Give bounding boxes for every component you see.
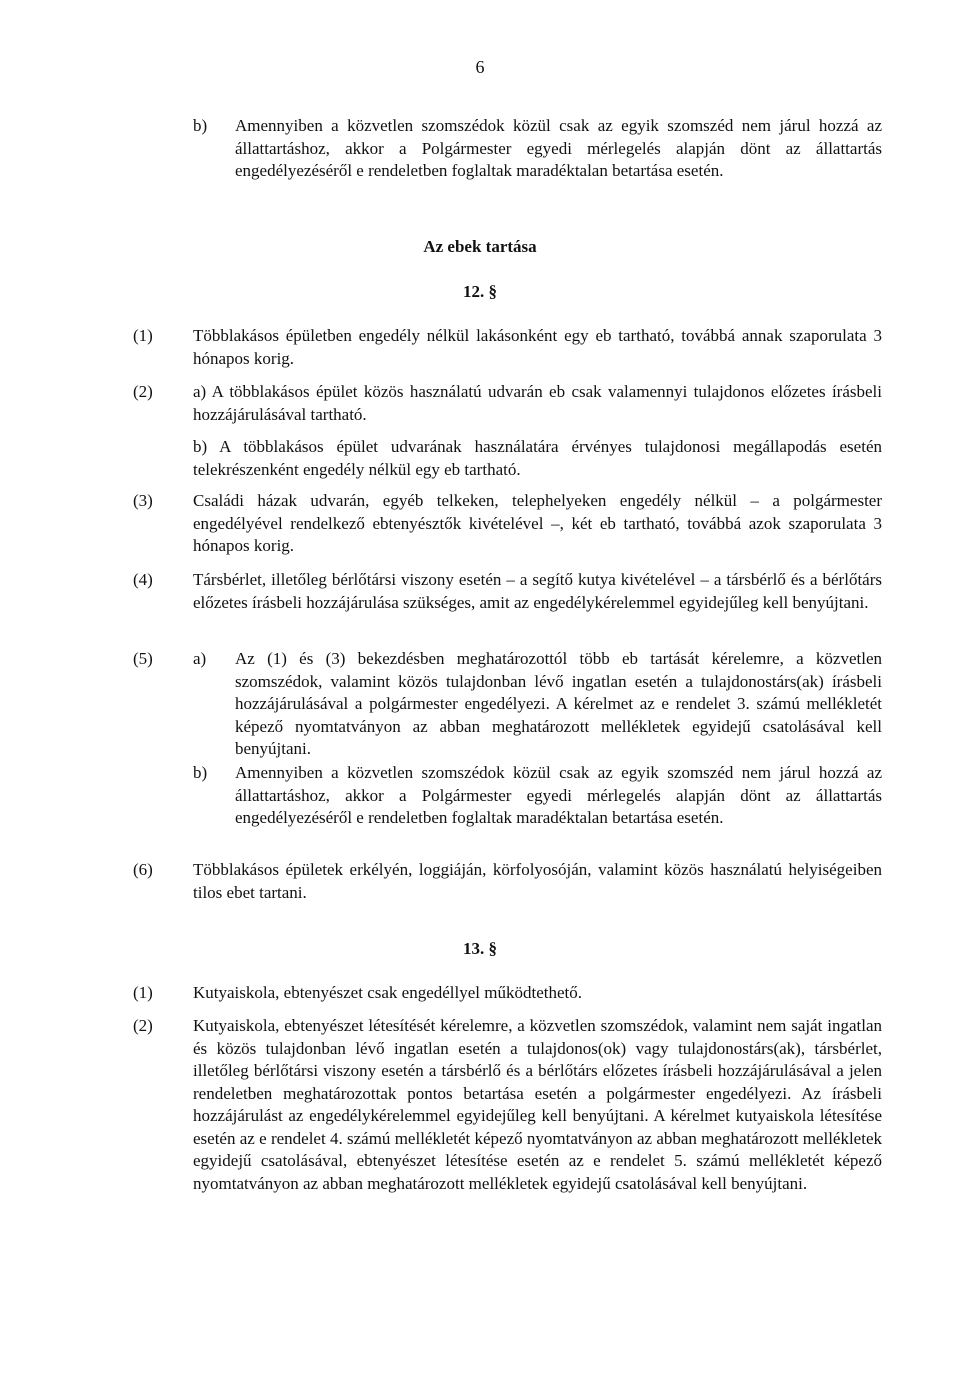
s12-p2-a-text: a) A többlakásos épület közös használatú udvarán eb csak valamennyi tulajdonos előzetes írásbeli hozzájárulásával tartható. (193, 382, 882, 424)
s12-p5-number: (5) (133, 649, 153, 668)
s13-p2-text: Kutyaiskola, ebtenyészet létesítését kérelemre, a közvetlen szomszédok, valamint nem saját ingatlan és közös tulajdonban lévő ingatlan esetén a tulajdonos(ok) vagy tulajdonostárs(ak), társbérlet, illetőleg bérlőtársi viszony esetén a társbérlő és a bérlőtárs előzetes írásbeli hozzájárulásával a jelen rendeletben meghatározottak pontos betartása esetén a polgármester engedélyezi. Az írásbeli hozzájárulást az engedélykérelemmel egyidejűleg kell benyújtani. A kérelmet kutyaiskola létesítése esetén az e rendelet 4. számú mellékletét képező nyomtatványon az abban meghatározott mellékletek egyidejű csatolásával, ebtenyészet létesítése esetén az e rendelet 5. számú mellékletét képező nyomtatványon az abban meghatározott mellékletek egyidejű csatolásával kell benyújtani. (193, 1016, 882, 1193)
page-number: 6 (475, 57, 485, 77)
top-item-text: Amennyiben a közvetlen szomszédok közül csak az egyik szomszéd nem járul hozzá az állattartáshoz, akkor a Polgármester egyedi mérlegelés alapján dönt az állattartás engedélyezéséről e rendeletben foglaltak maradéktalan betartása esetén. (235, 116, 882, 180)
top-item-label: b) (193, 116, 208, 135)
s12-p5-b-text: Amennyiben a közvetlen szomszédok közül csak az egyik szomszéd nem járul hozzá az állattartáshoz, akkor a Polgármester egyedi mérlegelés alapján dönt az állattartás engedélyezéséről e rendeletben foglaltak maradéktalan betartása esetén. (235, 763, 882, 827)
s12-p3-number: (3) (133, 491, 153, 510)
section-heading: Az ebek tartása (423, 237, 537, 256)
s12-p4-text: Társbérlet, illetőleg bérlőtársi viszony esetén – a segítő kutya kivételével – a társbérlő és a bérlőtárs előzetes írásbeli hozzájárulása szükséges, amit az engedélykérelemmel egyidejűleg kell benyújtani. (193, 570, 882, 612)
s13-p2-number: (2) (133, 1016, 153, 1035)
s12-p6-text: Többlakásos épületek erkélyén, loggiáján, körfolyosóján, valamint közös használatú helyiségeiben tilos ebet tartani. (193, 860, 882, 902)
s12-p3-text: Családi házak udvarán, egyéb telkeken, telephelyeken engedély nélkül – a polgármester engedélyével rendelkező ebtenyésztők kivételével –, két eb tartható, továbbá azok szaporulata 3 hónapos korig. (193, 491, 882, 555)
s12-p4-number: (4) (133, 570, 153, 589)
s12-p2-b-text: b) A többlakásos épület udvarának használatára érvényes tulajdonosi megállapodás esetén telekrészenként engedély nélkül egy eb tartható. (193, 437, 882, 479)
s12-p1-number: (1) (133, 326, 153, 345)
s12-p1-text: Többlakásos épületben engedély nélkül lakásonként egy eb tartható, továbbá annak szaporulata 3 hónapos korig. (193, 326, 882, 368)
section-13-title: 13. § (463, 939, 497, 958)
s12-p5-a-text: Az (1) és (3) bekezdésben meghatározottól több eb tartását kérelemre, a közvetlen szomszédok, valamint közös tulajdonban lévő ingatlan esetén a tulajdonostárs(ak) írásbeli hozzájárulásával a polgármester engedélyezi. A kérelmet az e rendelet 3. számú mellékletét képező nyomtatványon az abban meghatározott mellékletek egyidejű csatolásával kell benyújtani. (235, 649, 882, 758)
s12-p6-number: (6) (133, 860, 153, 879)
s13-p1-text: Kutyaiskola, ebtenyészet csak engedéllyel működtethető. (193, 983, 582, 1002)
s12-p5-a-label: a) (193, 649, 207, 668)
s12-p2-number: (2) (133, 382, 153, 401)
s13-p1-number: (1) (133, 983, 153, 1002)
s12-p5-b-label: b) (193, 763, 208, 782)
section-12-title: 12. § (463, 282, 497, 301)
